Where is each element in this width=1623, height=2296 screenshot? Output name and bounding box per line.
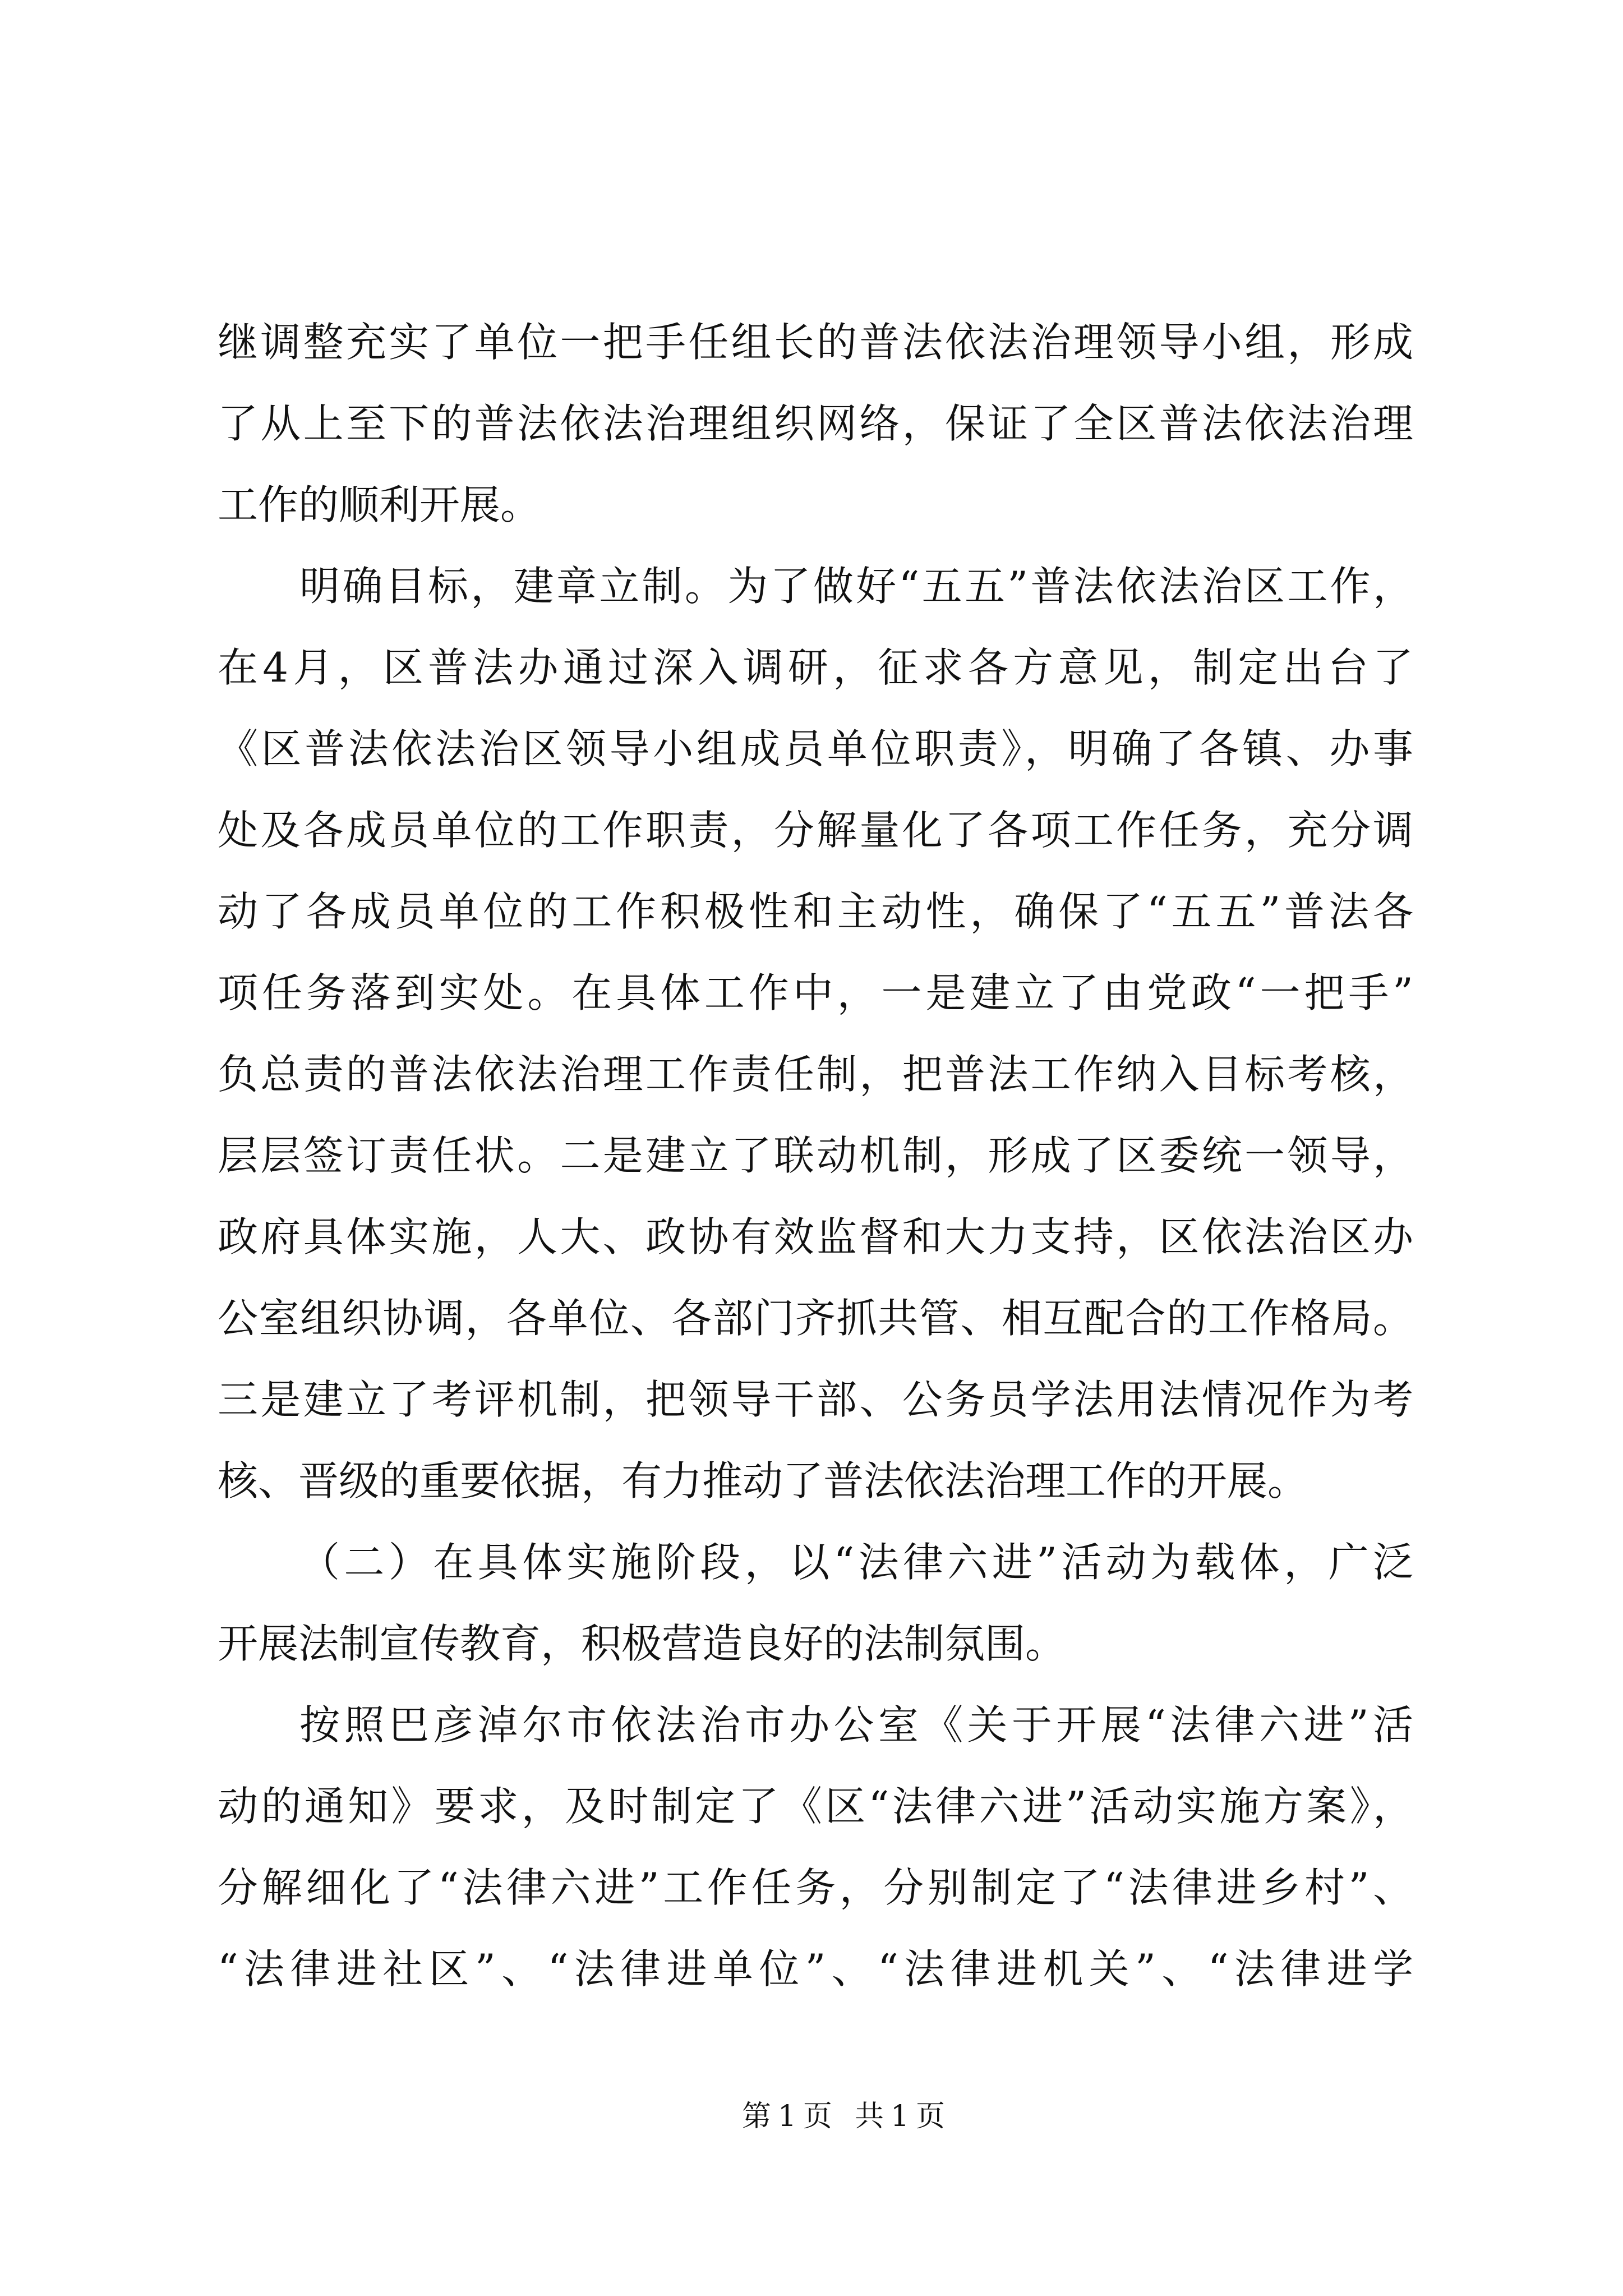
text-line: 政府具体实施，人大、政协有效监督和大力支持，区依法治区办 [218,1213,1413,1260]
text-line: 动的通知》要求，及时制定了《区“法律六进”活动实施方案》， [218,1783,1413,1830]
text-line: 《区普法依法治区领导小组成员单位职责》，明确了各镇、办事 [218,725,1413,772]
text-line: 了从上至下的普法依法治理组织网络，保证了全区普法依法治理 [218,400,1413,447]
text-line: 负总责的普法依法治理工作责任制，把普法工作纳入目标考核， [218,1051,1413,1098]
body-text [218,302,1413,2010]
paragraph [218,1685,1413,2010]
paragraph [218,546,1413,1522]
text-line: 核、晋级的重要依据，有力推动了普法依法治理工作的开展。 [218,1457,1308,1504]
text-line: 项任务落到实处。在具体工作中，一是建立了由党政“一把手” [218,969,1413,1016]
text-line: 三是建立了考评机制，把领导干部、公务员学法用法情况作为考 [218,1376,1413,1423]
text-line: 工作的顺利开展。 [218,481,541,528]
paragraph [218,1522,1413,1685]
text-line: 分解细化了“法律六进”工作任务，分别制定了“法律进乡村”、 [218,1864,1413,1911]
text-line: 明确目标，建章立制。为了做好“五五”普法依法治区工作， [299,563,1413,610]
text-line: 动了各成员单位的工作积极性和主动性，确保了“五五”普法各 [218,888,1413,935]
text-line: 在4月，区普法办通过深入调研，征求各方意见，制定出台了 [218,644,1413,691]
text-line: 按照巴彦淖尔市依法治市办公室《关于开展“法律六进”活 [299,1701,1413,1749]
paragraph [218,302,1413,546]
section-heading-line: （二）在具体实施阶段，以“法律六进”活动为载体，广泛 [299,1539,1413,1586]
text-line: 处及各成员单位的工作职责，分解量化了各项工作任务，充分调 [218,807,1413,854]
text-line: 层层签订责任状。二是建立了联动机制，形成了区委统一领导， [218,1132,1413,1179]
text-line: “法律进社区”、“法律进单位”、“法律进机关”、“法律进学 [218,1945,1413,1993]
text-line: 继调整充实了单位一把手任组长的普法依法治理领导小组，形成 [218,319,1413,366]
section-heading-line: 开展法制宣传教育，积极营造良好的法制氛围。 [218,1620,1066,1667]
text-line: 公室组织协调，各单位、各部门齐抓共管、相互配合的工作格局。 [218,1295,1413,1342]
page-footer: 第1页 共1页 [742,2100,945,2133]
